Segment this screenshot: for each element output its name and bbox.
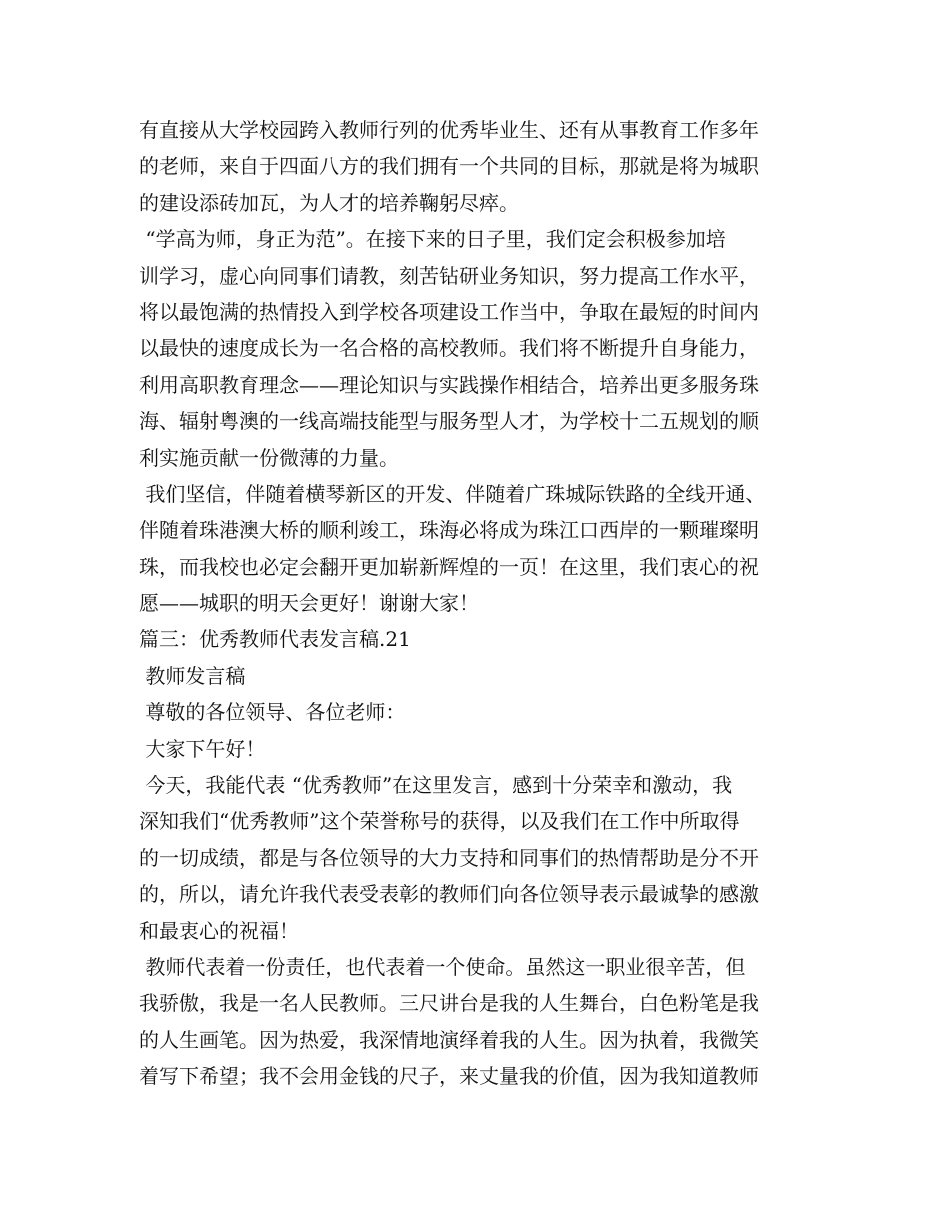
speech-title: 教师发言稿 xyxy=(139,663,246,688)
text-line: 利实施贡献一份微薄的力量。 xyxy=(139,445,399,470)
text-line: 利用高职教育理念——理论知识与实践操作相结合，培养出更多服务珠 xyxy=(139,372,759,397)
section-heading: 篇三：优秀教师代表发言稿.21 xyxy=(139,627,411,652)
salutation: 尊敬的各位领导、各位老师： xyxy=(139,700,406,725)
text-line: 将以最饱满的热情投入到学校各项建设工作当中，争取在最短的时间内 xyxy=(139,299,759,324)
text-line: 愿——城职的明天会更好！谢谢大家！ xyxy=(139,591,479,616)
text-line: 我骄傲，我是一名人民教师。三尺讲台是我的人生舞台，白色粉笔是我 xyxy=(139,991,759,1016)
text-line: “学高为师，身正为范”。在接下来的日子里，我们定会积极参加培 xyxy=(139,227,726,252)
document-body xyxy=(139,112,829,1095)
text-line: 深知我们“优秀教师”这个荣誉称号的获得，以及我们在工作中所取得 xyxy=(139,809,740,834)
text-line: 有直接从大学校园跨入教师行列的优秀毕业生、还有从事教育工作多年 xyxy=(139,118,759,142)
text-line: 训学习，虚心向同事们请教，刻苦钻研业务知识，努力提高工作水平， xyxy=(139,263,759,288)
text-line: 我们坚信，伴随着横琴新区的开发、伴随着广珠城际铁路的全线开通、 xyxy=(139,481,766,506)
text-line: 的，所以，请允许我代表受表彰的教师们向各位领导表示最诚挚的感激 xyxy=(139,882,759,907)
text-line: 和最衷心的祝福！ xyxy=(139,918,299,943)
text-line: 以最快的速度成长为一名合格的高校教师。我们将不断提升自身能力， xyxy=(139,336,759,361)
text-line: 的人生画笔。因为热爱，我深情地演绎着我的人生。因为执着，我微笑 xyxy=(139,1027,759,1052)
text-line: 伴随着珠港澳大桥的顺利竣工，珠海必将成为珠江口西岸的一颗璀璨明 xyxy=(139,518,759,543)
greeting: 大家下午好！ xyxy=(139,736,266,761)
text-line: 海、辐射粤澳的一线高端技能型与服务型人才，为学校十二五规划的顺 xyxy=(139,409,759,434)
text-line: 着写下希望；我不会用金钱的尺子，来丈量我的价值，因为我知道教师 xyxy=(139,1064,759,1089)
text-line: 的建设添砖加瓦，为人才的培养鞠躬尽瘁。 xyxy=(139,190,519,215)
text-line: 的一切成绩，都是与各位领导的大力支持和同事们的热情帮助是分不开 xyxy=(139,845,759,870)
text-line: 的老师，来自于四面八方的我们拥有一个共同的目标，那就是将为城职 xyxy=(139,154,759,179)
text-line: 珠，而我校也必定会翻开更加崭新辉煌的一页！在这里，我们衷心的祝 xyxy=(139,554,759,579)
text-line: 教师代表着一份责任，也代表着一个使命。虽然这一职业很辛苦，但 xyxy=(139,954,746,979)
text-line: 今天，我能代表 “优秀教师”在这里发言，感到十分荣幸和激动，我 xyxy=(139,773,733,798)
